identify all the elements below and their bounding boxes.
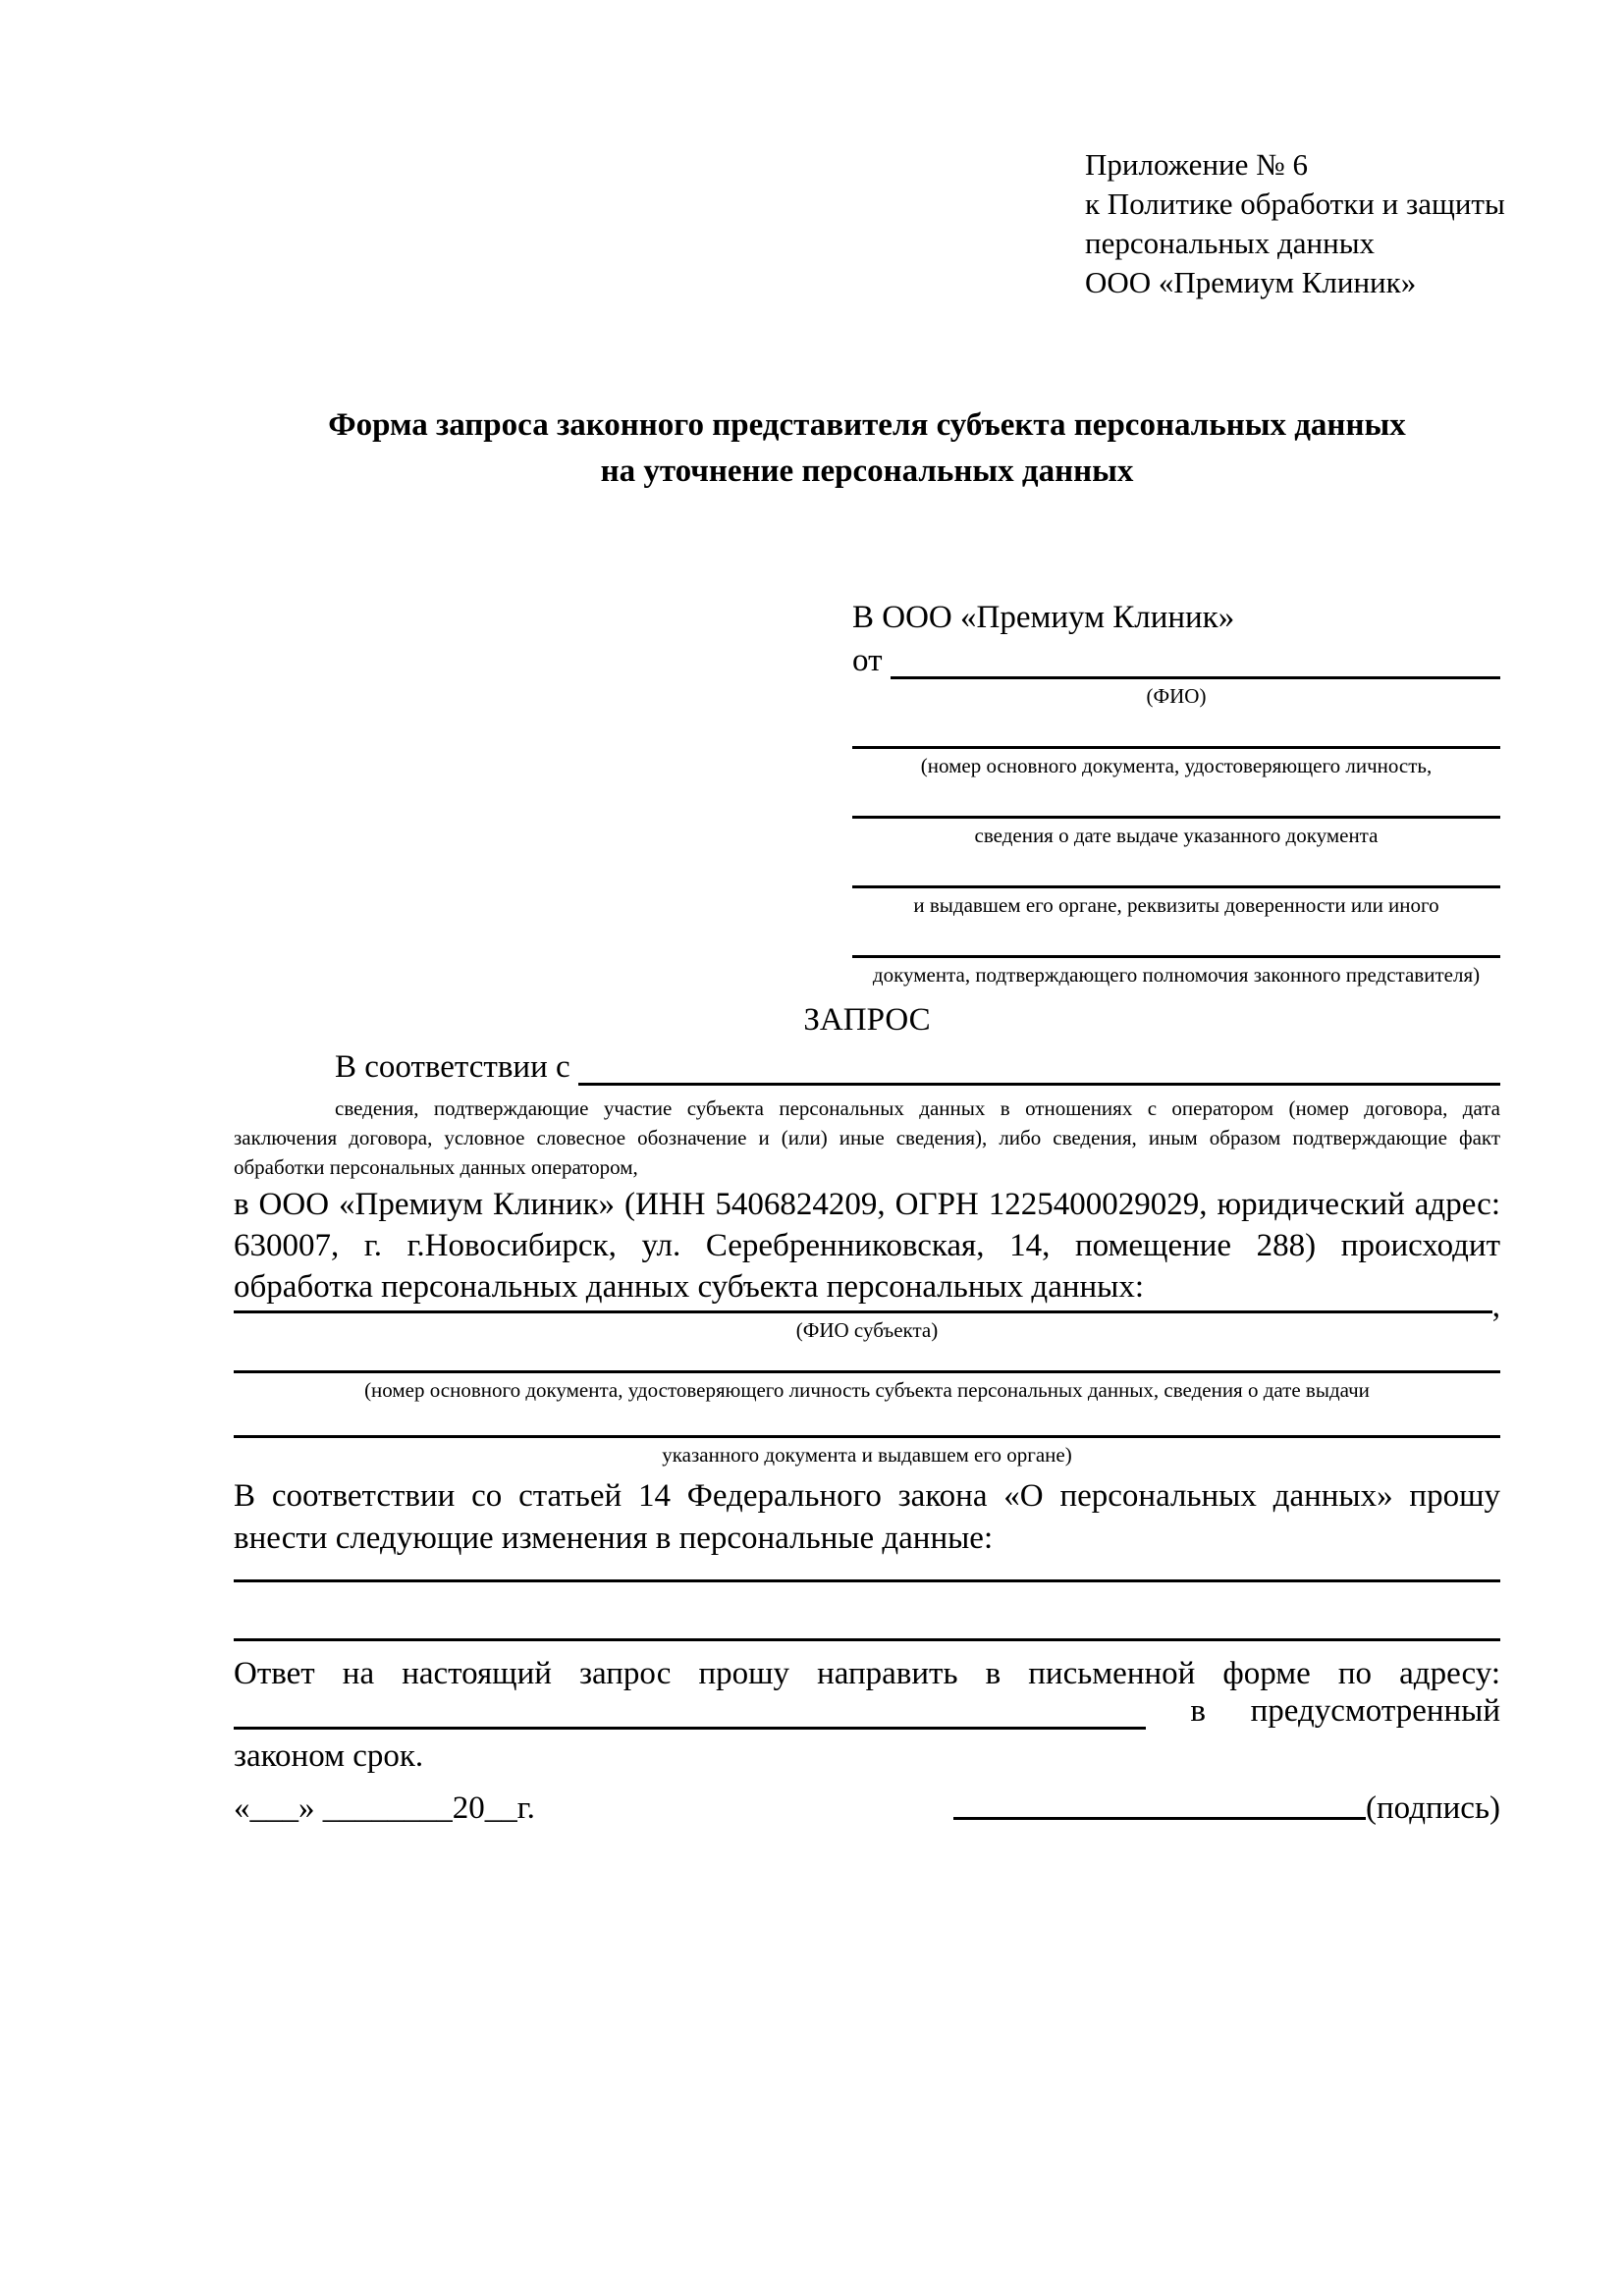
- changes-blank-line-2: [234, 1582, 1500, 1641]
- answer-paragraph-line-3: законом срок.: [234, 1738, 424, 1774]
- addressee-from-row: [852, 640, 1500, 679]
- operator-paragraph-line-1: в ООО «Премиум Клиник» (ИНН 5406824209, ОГРН 1225400029029, юридический адрес:: [234, 1187, 1500, 1222]
- operator-paragraph-line-3: обработка персональных данных субъекта персональных данных:: [234, 1269, 1144, 1305]
- date-blank: «___» ________20__г.: [234, 1790, 535, 1826]
- subject-doc-caption-1: (номер основного документа, удостоверяющего личность субъекта персональных данных, сведения о дате выдачи: [364, 1378, 1370, 1402]
- answer-address-row: [234, 1694, 1500, 1730]
- subject-doc-caption-2: указанного документа и выдавшем его органе): [662, 1443, 1072, 1467]
- document-title: [234, 402, 1500, 495]
- annex-line-3: персональных данных: [1085, 226, 1376, 260]
- answer-word-v: в: [1190, 1693, 1206, 1729]
- changes-blank-line-1: [234, 1560, 1500, 1582]
- law-paragraph-line-2: внести следующие изменения в персональные данные:: [234, 1521, 994, 1556]
- doc-blank-line-4: [852, 918, 1500, 958]
- law-paragraph: [234, 1475, 1500, 1560]
- basis-row: [234, 1042, 1500, 1086]
- fio-caption: (ФИО): [1146, 684, 1207, 708]
- from-label: от: [852, 643, 883, 678]
- doc-blank-line-2: [852, 778, 1500, 819]
- date-signature-row: [234, 1789, 1500, 1828]
- request-section: [234, 999, 1500, 1777]
- basis-prefix: В соответствии с: [335, 1049, 570, 1085]
- annex-line-1: Приложение № 6: [1085, 147, 1308, 182]
- annex-line-4: ООО «Премиум Клиник»: [1085, 265, 1417, 299]
- basis-footnote-line-2: заключения договора, условное словесное обозначение и (или) иные сведения), либо сведения, иным образом подтверждающие факт: [234, 1126, 1500, 1149]
- subject-fio-blank-line: [234, 1309, 1492, 1313]
- document-title-line-1: Форма запроса законного представителя субъекта персональных данных: [328, 407, 1406, 443]
- law-paragraph-line-1: В соответствии со статьей 14 Федерального закона «О персональных данных» прошу: [234, 1478, 1500, 1514]
- doc-blank-line-3: [852, 848, 1500, 888]
- subject-trailing-comma: ,: [1491, 1289, 1500, 1324]
- addressee-block: [852, 597, 1500, 988]
- operator-paragraph-line-2: 630007, г. г.Новосибирск, ул. Серебренниковская, 14, помещение 288) происходит: [234, 1228, 1500, 1263]
- doc-blank-line-1: [852, 709, 1500, 749]
- addressee-to: В ООО «Премиум Клиник»: [852, 600, 1235, 635]
- doc-caption-4: документа, подтверждающего полномочия законного представителя): [872, 963, 1481, 987]
- document-title-line-2: на уточнение персональных данных: [600, 454, 1134, 489]
- basis-blank-line: [578, 1082, 1500, 1086]
- basis-footnote-line-1: сведения, подтверждающие участие субъекта персональных данных в отношениях с оператором (номер договора, дата: [335, 1096, 1500, 1120]
- annex-header: [1085, 145, 1505, 302]
- subject-doc-blank-line-2: [234, 1403, 1500, 1438]
- operator-paragraph: [234, 1184, 1500, 1308]
- subject-doc-blank-line-1: [234, 1343, 1500, 1373]
- doc-caption-1: (номер основного документа, удостоверяющего личность,: [920, 754, 1433, 777]
- fio-blank-line: [891, 675, 1501, 679]
- basis-footnote-line-3: обработки персональных данных оператором,: [234, 1155, 638, 1179]
- signature-blank-line: [953, 1816, 1366, 1820]
- signature-block: [953, 1789, 1500, 1828]
- annex-line-2: к Политике обработки и защиты: [1085, 187, 1505, 221]
- answer-word-predusmotrennyi: предусмотренный: [1250, 1693, 1500, 1729]
- doc-caption-2: сведения о дате выдаче указанного документа: [974, 824, 1379, 847]
- subject-fio-caption: (ФИО субъекта): [795, 1318, 939, 1342]
- basis-footnote: [234, 1094, 1500, 1182]
- answer-address-blank-line: [234, 1726, 1146, 1730]
- answer-paragraph-line-1: Ответ на настоящий запрос прошу направить в письменной форме по адресу:: [234, 1656, 1500, 1691]
- signature-caption: (подпись): [1366, 1790, 1500, 1826]
- request-heading: ЗАПРОС: [803, 1002, 931, 1038]
- doc-caption-3: и выдавшем его органе, реквизиты доверенности или иного: [913, 893, 1439, 917]
